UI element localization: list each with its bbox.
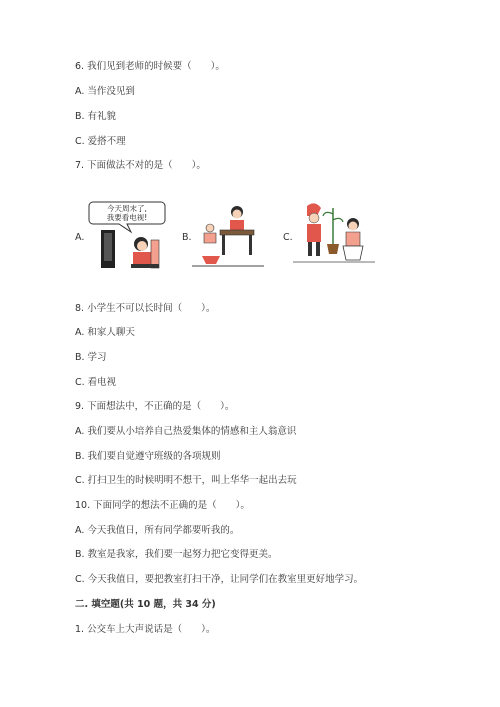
question-7-stem: 7. 下面做法不对的是（ ）。: [75, 160, 206, 171]
question-8-option-a: A. 和家人聊天: [75, 327, 135, 338]
child-watching-tv-illustration: [75, 200, 170, 272]
question-6-option-c: C. 爱搭不理: [75, 136, 126, 147]
children-with-plant-illustration: [283, 200, 383, 272]
question-9-option-a: A. 我们要从小培养自己热爱集体的情感和主人翁意识: [75, 426, 297, 437]
question-8-option-b: B. 学习: [75, 352, 107, 363]
speech-line-2: 我要看电视!: [106, 213, 148, 222]
question-10-option-a: A. 今天我值日，所有同学都要听我的。: [75, 525, 240, 536]
figure-b-label: B.: [182, 232, 192, 243]
question-10-option-b: B. 教室是我家，我们要一起努力把它变得更美。: [75, 549, 278, 560]
question-6-option-b: B. 有礼貌: [75, 111, 117, 122]
question-9-option-b: B. 我们要自觉遵守班级的各项规则: [75, 451, 221, 462]
question-9-stem: 9. 下面想法中，不正确的是（ ）。: [75, 401, 235, 412]
question-10-stem: 10. 下面同学的想法不正确的是（ ）。: [75, 500, 250, 511]
question-8-option-c: C. 看电视: [75, 377, 117, 388]
question-8-stem: 8. 小学生不可以长时间（ ）。: [75, 303, 216, 314]
section-title: 二. 填空题(共 10 题，共 34 分): [75, 599, 216, 610]
figure-b: [182, 200, 267, 272]
question-10-option-c: C. 今天我值日，要把教室打扫干净，让同学们在教室里更好地学习。: [75, 574, 364, 585]
question-9-option-c: C. 打扫卫生的时候明明不想干，叫上华华一起出去玩: [75, 475, 297, 486]
fill-question-1-stem: 1. 公交车上大声说话是（ ）。: [75, 624, 216, 635]
figure-c: [283, 200, 383, 272]
figure-c-label: C.: [283, 232, 293, 243]
speech-line-1: 今天周末了,: [107, 204, 147, 213]
figure-a-label: A.: [75, 232, 85, 243]
child-at-desk-illustration: [182, 200, 267, 272]
question-6-option-a: A. 当作没见到: [75, 86, 135, 97]
figure-a: [75, 200, 170, 272]
question-6-stem: 6. 我们见到老师的时候要（ ）。: [75, 61, 225, 72]
